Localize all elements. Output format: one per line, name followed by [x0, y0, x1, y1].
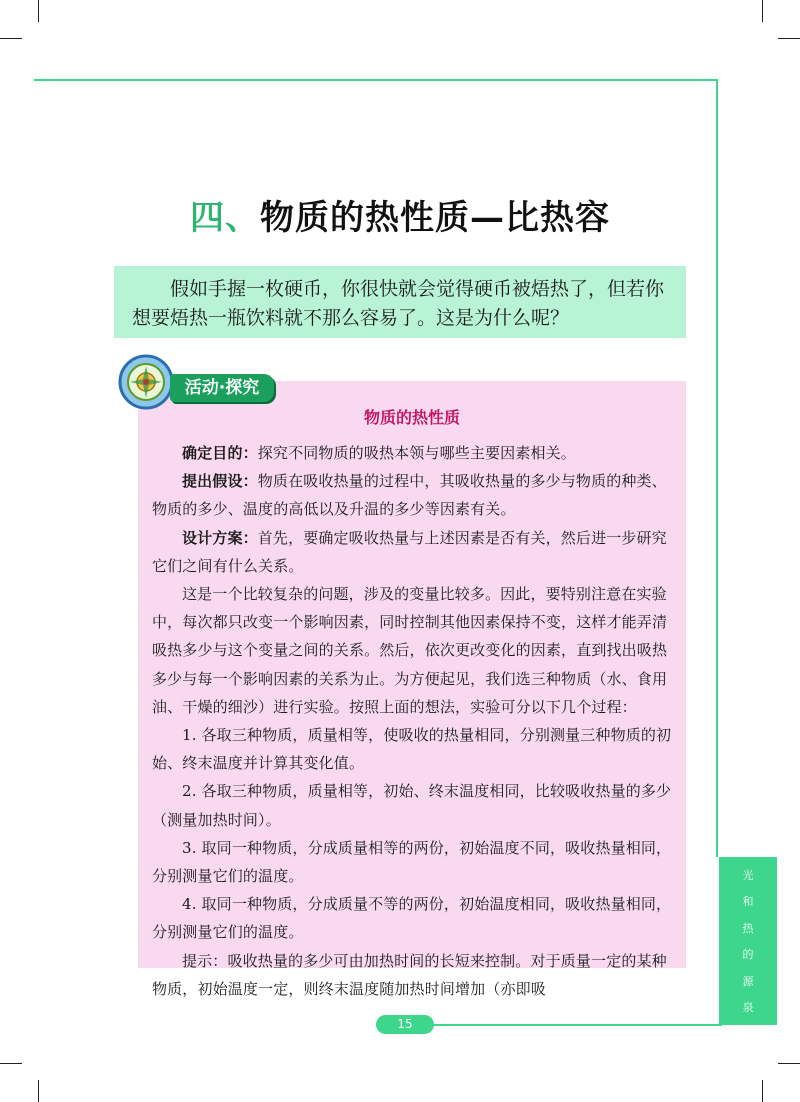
paragraph-text: 1. 各取三种物质，质量相等，使吸收的热量相同，分别测量三种物质的初始、终末温度并计算其变化值。: [152, 726, 672, 773]
side-tab-char: 热: [742, 921, 754, 935]
side-tab-char: 光: [742, 869, 754, 882]
crop-mark: [0, 1063, 22, 1064]
crop-mark: [762, 1080, 763, 1102]
chapter-side-tab: [719, 857, 777, 1025]
activity-box: [138, 381, 686, 998]
section-title-text: 物质的热性质—比热容: [260, 198, 610, 238]
activity-paragraph: [152, 947, 672, 1003]
intro-text: 假如手握一枚硬币，你很快就会觉得硬币被焐热了，但若你想要焐热一瓶饮料就不那么容易了。这是为什么呢？: [132, 278, 665, 329]
activity-paragraphs: [152, 439, 672, 1003]
paragraph-text: 首先，要确定吸收热量与上述因素是否有关，然后进一步研究它们之间有什么关系。: [152, 528, 667, 575]
activity-paragraph: [152, 524, 672, 580]
section-number: 四、: [190, 198, 260, 238]
crop-mark: [0, 38, 22, 39]
frame-bottom-line: [432, 1024, 722, 1026]
activity-paragraph: [152, 439, 672, 467]
paragraph-text: 这是一个比较复杂的问题，涉及的变量比较多。因此，要特别注意在实验中，每次都只改变一个影响因素，同时控制其他因素保持不变，这样才能弄清吸热多少与这个变量之间的关系。然后，依次更改变化的因素，直到找出吸热多少与每一个影响因素的关系为止。为方便起见，我们选三种物质（水、食用油、干燥的细沙）进行实验。按照上面的想法，实验可分以下几个过程：: [152, 585, 668, 716]
paragraph-label: 确定目的：: [182, 444, 258, 462]
paragraph-text: 2. 各取三种物质，质量相等，初始、终末温度相同，比较吸收热量的多少（测量加热时间）。: [152, 782, 672, 829]
activity-paragraph: [152, 721, 672, 777]
side-tab-char: 泉: [742, 1000, 754, 1014]
paragraph-text: 3. 取同一种物质，分成质量相等的两份，初始温度不同，吸收热量相同，分别测量它们的温度。: [152, 838, 672, 886]
side-tab-char: 的: [742, 948, 754, 962]
page-number: 15: [376, 1015, 434, 1034]
section-title: [0, 190, 800, 239]
side-tab-char: 源: [742, 974, 754, 988]
paragraph-label: 设计方案：: [182, 528, 258, 547]
activity-paragraph: [152, 467, 672, 523]
activity-paragraph: [152, 890, 672, 946]
activity-badge-label: 活动·探究: [170, 374, 274, 402]
crop-mark: [38, 1080, 39, 1102]
activity-paragraph: [152, 777, 672, 833]
paragraph-text: 提示：吸收热量的多少可由加热时间的长短来控制。对于质量一定的某种物质，初始温度一定，则终末温度随加热时间增加（亦即吸: [152, 951, 667, 998]
paragraph-text: 探究不同物质的吸热本领与哪些主要因素相关。: [257, 444, 576, 462]
crop-mark: [778, 38, 800, 39]
crop-mark: [778, 1063, 800, 1064]
paragraph-text: 物质在吸收热量的过程中，其吸收热量的多少与物质的种类、物质的多少、温度的高低以及升温的多少等因素有关。: [152, 472, 667, 519]
frame-top-line: [34, 79, 718, 81]
crop-mark: [762, 0, 763, 22]
paragraph-text: 4. 取同一种物质，分成质量不等的两份，初始温度相同，吸收热量相同，分别测量它们的温度。: [152, 895, 672, 942]
activity-paragraph: [152, 834, 672, 890]
side-tab-char: 和: [742, 895, 754, 909]
crop-mark: [38, 0, 39, 22]
intro-box: [114, 266, 686, 338]
activity-box-title: 物质的热性质: [363, 408, 460, 427]
paragraph-label: 提出假设：: [182, 472, 258, 491]
activity-paragraph: [152, 580, 672, 721]
